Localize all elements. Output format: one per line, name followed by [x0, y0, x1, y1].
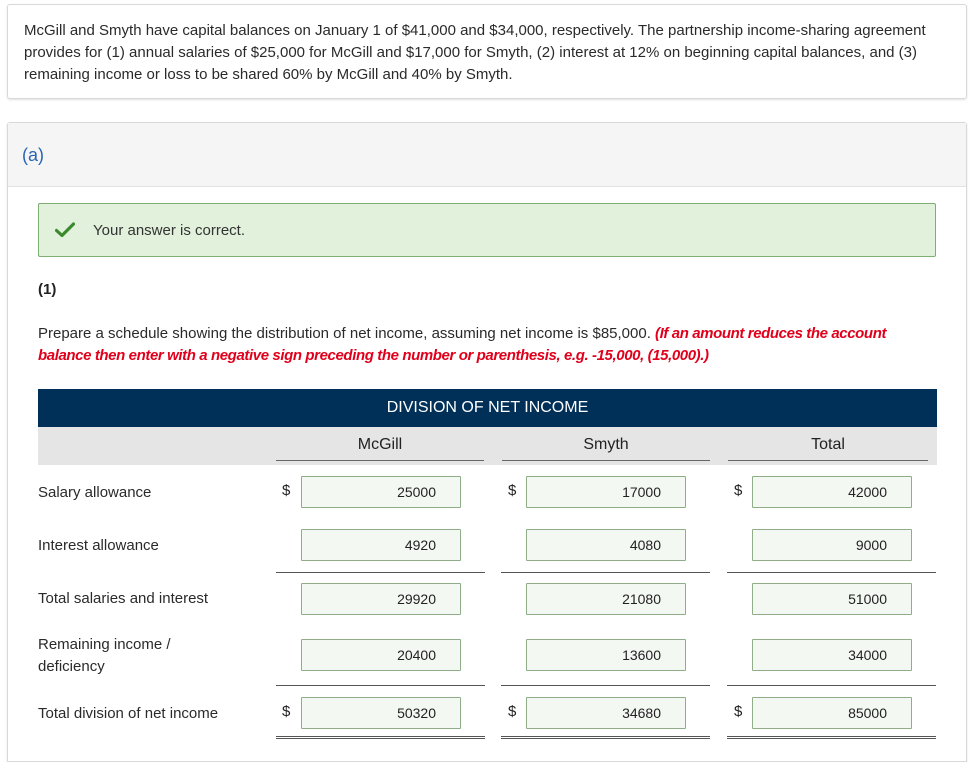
total-salaries-mcgill-input[interactable]: 29920 — [301, 583, 461, 615]
dollar-sign: $ — [734, 703, 743, 720]
row-label-total-salaries: Total salaries and interest — [38, 590, 209, 607]
row-label-remaining: Remaining income / deficiency — [38, 636, 171, 675]
row-label-total-division: Total division of net income — [38, 705, 219, 722]
problem-statement — [7, 4, 967, 99]
subtotal-rule — [276, 685, 485, 686]
table-title — [38, 389, 937, 427]
column-header-mcgill: McGill — [276, 436, 484, 461]
row-label-salary: Salary allowance — [38, 484, 152, 501]
problem-text: McGill and Smyth have capital balances on January 1 of $41,000 and $34,000, respectively. The partnership income-sharing agreement provides for (1) annual salaries of $25,000 for McGill and $17,000 for Smyth, (2) interest at 12% on beginning capital balances, and (3) remaining income or loss to be shared 60% by McGill and 40% by Smyth. — [24, 22, 926, 83]
subtotal-rule — [727, 685, 936, 686]
column-header-total: Total — [728, 436, 928, 461]
dollar-sign: $ — [508, 482, 517, 499]
subtotal-rule — [727, 572, 936, 573]
feedback-banner — [38, 203, 936, 257]
remaining-smyth-input[interactable]: 13600 — [526, 639, 686, 671]
column-header-row — [38, 427, 937, 465]
total-salaries-total-input[interactable]: 51000 — [752, 583, 912, 615]
salary-total-input[interactable]: 42000 — [752, 476, 912, 508]
dollar-sign: $ — [734, 482, 743, 499]
instruction-note: (If an amount reduces the account balance then enter with a negative sign preceding the number or parenthesis, e.g. -15,000, (15,000).) — [38, 325, 887, 364]
salary-mcgill-input[interactable]: 25000 — [301, 476, 461, 508]
total-double-rule — [276, 736, 485, 739]
remaining-total-input[interactable]: 34000 — [752, 639, 912, 671]
total-division-mcgill-input[interactable]: 50320 — [301, 697, 461, 729]
salary-smyth-input[interactable]: 17000 — [526, 476, 686, 508]
interest-total-input[interactable]: 9000 — [752, 529, 912, 561]
interest-mcgill-input[interactable]: 4920 — [301, 529, 461, 561]
part-a-header — [8, 123, 966, 187]
total-division-smyth-input[interactable]: 34680 — [526, 697, 686, 729]
total-double-rule — [727, 736, 936, 739]
subtotal-rule — [501, 572, 710, 573]
total-double-rule — [501, 736, 710, 739]
check-icon — [55, 222, 75, 238]
dollar-sign: $ — [508, 703, 517, 720]
dollar-sign: $ — [282, 703, 291, 720]
total-salaries-smyth-input[interactable]: 21080 — [526, 583, 686, 615]
instructions — [38, 323, 918, 367]
dollar-sign: $ — [282, 482, 291, 499]
row-label-interest: Interest allowance — [38, 537, 159, 554]
subtotal-rule — [501, 685, 710, 686]
interest-smyth-input[interactable]: 4080 — [526, 529, 686, 561]
remaining-mcgill-input[interactable]: 20400 — [301, 639, 461, 671]
sub-part-label: (1) — [38, 281, 57, 298]
instruction-text: Prepare a schedule showing the distribution of net income, assuming net income is $85,000. — [38, 325, 651, 342]
total-division-total-input[interactable]: 85000 — [752, 697, 912, 729]
table-title-text: DIVISION OF NET INCOME — [386, 399, 589, 416]
column-header-smyth: Smyth — [502, 436, 710, 461]
subtotal-rule — [276, 572, 485, 573]
part-label: (a) — [22, 145, 44, 165]
feedback-text: Your answer is correct. — [93, 221, 246, 239]
